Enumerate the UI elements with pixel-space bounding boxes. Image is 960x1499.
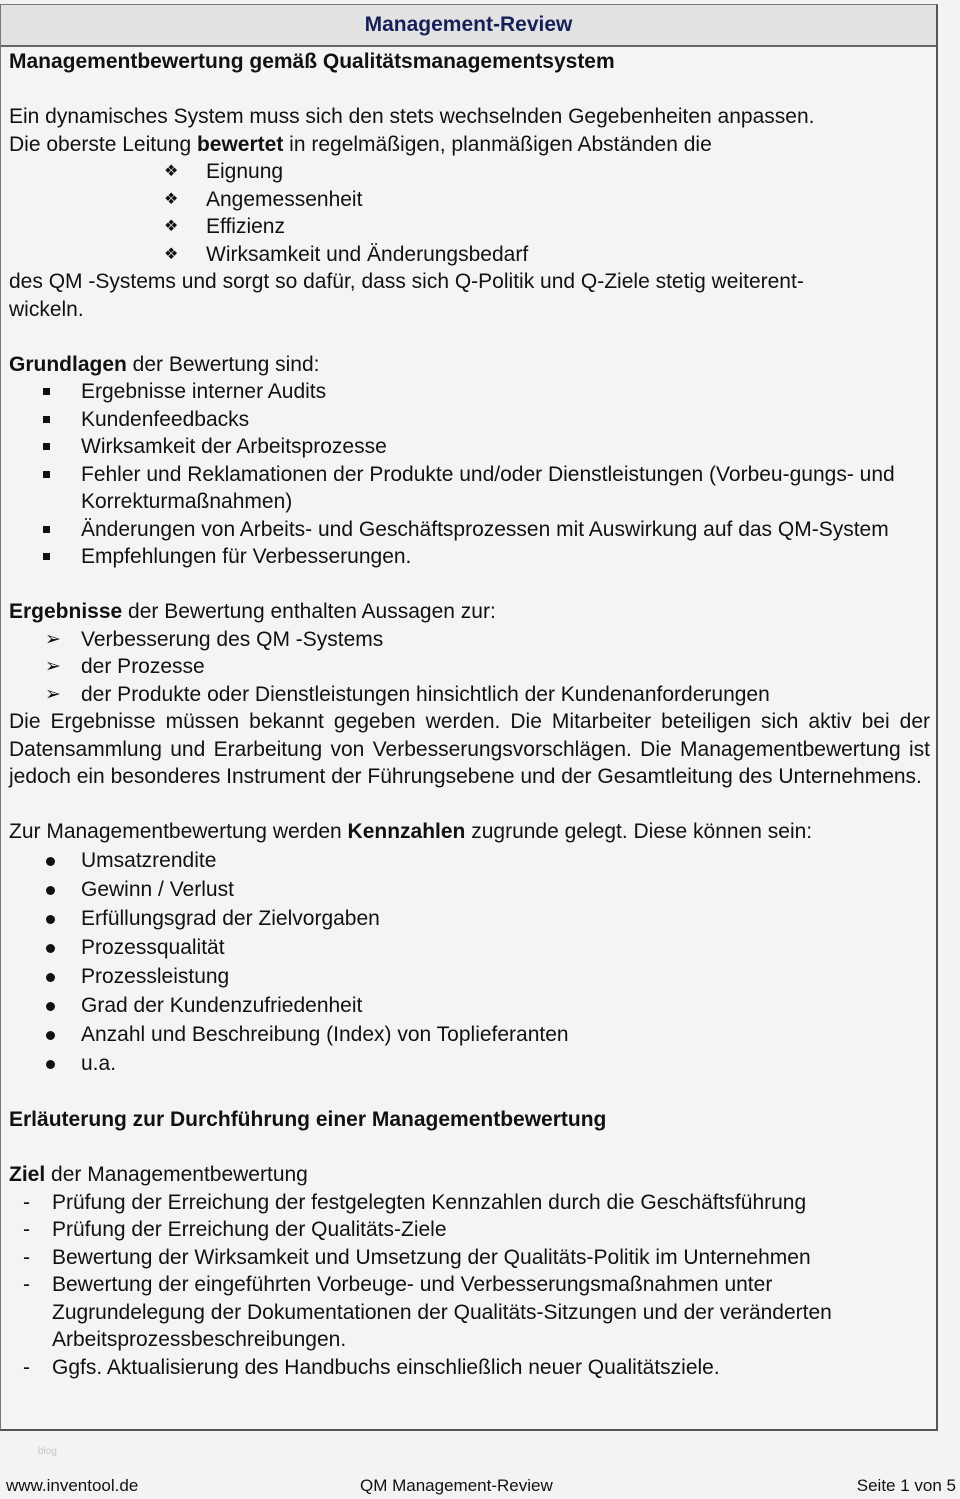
diamond-bullet-icon: ❖ [164, 163, 179, 180]
document-page [0, 4, 938, 1431]
list-item: - Ggfs. Aktualisierung des Handbuchs einschließlich neuer Qualitätsziele. [9, 1354, 936, 1382]
intro-line: wickeln. [9, 297, 84, 321]
dot-bullet-icon [46, 857, 55, 866]
dash-bullet-icon: - [23, 1273, 30, 1296]
diamond-bullet-icon: ❖ [164, 190, 179, 208]
list-item: Fehler und Reklamationen der Produkte und/oder Dienstleistungen (Vorbeu-gungs- und Korrekturmaßnahmen) [9, 461, 936, 516]
list-item: Grad der Kundenzufriedenheit [9, 991, 936, 1020]
list-item: ➢ Verbesserung des QM -Systems [9, 626, 936, 654]
list-item: Ergebnisse interner Audits [9, 378, 936, 406]
list-item: Anzahl und Beschreibung (Index) von Toplieferanten [9, 1020, 936, 1049]
section-heading: Managementbewertung gemäß Qualitätsmanagementsystem [9, 50, 615, 73]
list-item: - Bewertung der Wirksamkeit und Umsetzung der Qualitäts-Politik im Unternehmen [9, 1244, 936, 1272]
list-item: - Bewertung der eingeführten Vorbeuge- und Verbesserungsmaßnahmen unter Zugrundelegung der Dokumentationen der Qualitäts-Sitzungen und der veränderten Arbeitsprozessbeschreibungen. [23, 1273, 832, 1351]
list-item: u.a. [9, 1049, 936, 1078]
list-item: Änderungen von Arbeits- und Geschäftsprozessen mit Auswirkung auf das QM-System [9, 516, 936, 544]
dot-bullet-icon [46, 973, 55, 982]
diamond-bullet-icon: ❖ [164, 218, 179, 235]
kennzahlen-intro: Zur Managementbewertung werden Kennzahlen zugrunde gelegt. Diese können sein: [9, 820, 813, 843]
list-item: Empfehlungen für Verbesserungen. [9, 543, 936, 571]
list-item: - Prüfung der Erreichung der Qualitäts-Ziele [9, 1216, 936, 1244]
list-item: ❖ Angemessenheit [9, 186, 936, 214]
dash-bullet-icon: - [23, 1190, 30, 1214]
dash-bullet-icon: - [23, 1245, 30, 1269]
square-bullet-icon [43, 416, 50, 423]
list-item: ➢ der Produkte oder Dienstleistungen hinsichtlich der Kundenanforderungen [9, 681, 936, 709]
dot-bullet-icon [46, 886, 55, 895]
dot-bullet-icon [46, 1002, 55, 1011]
list-item: ❖ Eignung [9, 158, 936, 186]
dot-bullet-icon [46, 1060, 55, 1069]
grundlagen-intro: Grundlagen der Bewertung sind: [9, 352, 320, 376]
intro-line: des QM -Systems und sorgt so dafür, dass sich Q-Politik und Q-Ziele stetig weiterent- [9, 270, 804, 293]
arrow-bullet-icon: ➢ [45, 628, 61, 650]
list-item: Umsatzrendite [9, 846, 936, 875]
arrow-bullet-icon: ➢ [45, 683, 61, 705]
list-item: Erfüllungsgrad der Zielvorgaben [9, 904, 936, 933]
list-item: Gewinn / Verlust [9, 875, 936, 904]
dash-bullet-icon: - [23, 1218, 30, 1241]
list-item: Prozessqualität [9, 933, 936, 962]
list-item: ➢ der Prozesse [9, 653, 936, 681]
list-item: - Prüfung der Erreichung der festgelegten Kennzahlen durch die Geschäftsführung [9, 1189, 936, 1217]
ergebnisse-intro: Ergebnisse der Bewertung enthalten Aussagen zur: [9, 600, 496, 623]
footer-document-title: QM Management-Review [360, 1476, 553, 1495]
dot-bullet-icon [46, 944, 55, 953]
ergebnisse-list [9, 626, 936, 709]
list-item: Kundenfeedbacks [9, 406, 936, 434]
kennzahlen-list [9, 846, 936, 1078]
square-bullet-icon [43, 471, 50, 478]
square-bullet-icon [43, 553, 50, 560]
watermark: blog [38, 1446, 57, 1457]
list-item: ❖ Effizienz [9, 213, 936, 241]
ziel-intro: Ziel der Managementbewertung [9, 1163, 308, 1186]
page-title: Management-Review [1, 5, 936, 47]
arrow-bullet-icon: ➢ [45, 656, 61, 677]
footer-website-link[interactable]: www.inventool.de [6, 1476, 139, 1495]
criteria-list [9, 158, 936, 268]
square-bullet-icon [43, 388, 50, 395]
dot-bullet-icon [46, 915, 55, 924]
dot-bullet-icon [46, 1031, 55, 1040]
diamond-bullet-icon: ❖ [164, 245, 179, 263]
footer-page-number: Seite 1 von 5 [856, 1476, 956, 1495]
square-bullet-icon [43, 526, 50, 533]
square-bullet-icon [43, 443, 50, 450]
section-heading: Erläuterung zur Durchführung einer Managementbewertung [9, 1108, 607, 1131]
dash-bullet-icon: - [23, 1355, 30, 1379]
grundlagen-list [9, 378, 936, 571]
document-body [1, 48, 936, 1381]
ergebnisse-paragraph: Die Ergebnisse müssen bekannt gegeben werden. Die Mitarbeiter beteiligen sich aktiv bei der Datensammlung und Erarbeitung von Verbesserungsvorschlägen. Die Managementbewertung ist jedoch ein besonderes Instrument der Führungsebene und der Gesamtleitung des Unternehmens. [9, 710, 930, 788]
intro-line: Die oberste Leitung bewertet in regelmäßigen, planmäßigen Abständen die [9, 132, 712, 156]
intro-line: Ein dynamisches System muss sich den stets wechselnden Gegebenheiten anpassen. [9, 105, 815, 128]
ziel-list [9, 1189, 936, 1382]
list-item: Wirksamkeit der Arbeitsprozesse [9, 433, 936, 461]
list-item: Prozessleistung [9, 962, 936, 991]
list-item: ❖ Wirksamkeit und Änderungsbedarf [9, 241, 936, 269]
